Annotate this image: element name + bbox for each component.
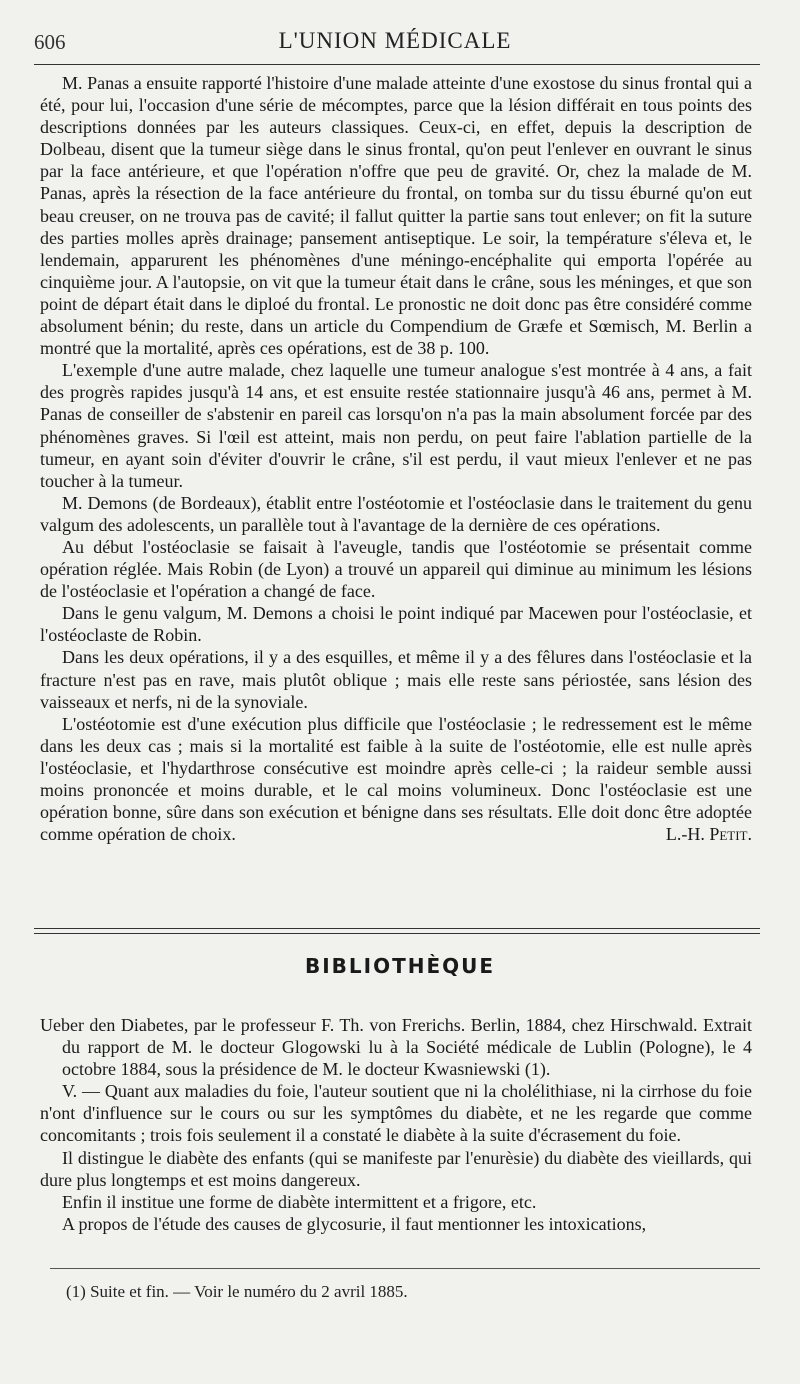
bibliotheque-body (40, 1014, 752, 1235)
footnote-rule (50, 1268, 760, 1269)
review-paragraph: Il distingue le diabète des enfants (qui se manifeste par l'enurèsie) du diabète des vieillards, qui dure plus longtemps et est moins dangereux. (40, 1147, 752, 1190)
article-paragraph: L'exemple d'une autre malade, chez laquelle une tumeur analogue s'est montrée à 4 ans, a fait des progrès rapides jusqu'à 14 ans, et est ensuite restée stationnaire jusqu'à 46 ans, permet à M. Panas de conseiller de s'abstenir en pareil cas lorsqu'on n'a pas la main absolument forcée par des phénomènes graves. Si l'œil est atteint, mais non perdu, on peut faire l'ablation partielle de la tumeur, en ayant soin d'éviter d'ouvrir le crâne, s'il est perdu, il vaut mieux l'enlever et ne pas toucher à la tumeur. (40, 360, 752, 491)
review-paragraph: V. — Quant aux maladies du foie, l'auteur soutient que ni la cholélithiase, ni la cirrhose du foie n'ont d'influence sur le cours ou sur les symptômes du diabète, et ne les regarde que comme concomitants ; trois fois seulement il a constaté le diabète à la suite d'écrasement du foie. (40, 1081, 752, 1146)
review-paragraph: Enfin il institue une forme de diabète intermittent et a frigore, etc. (62, 1191, 537, 1212)
article-body (40, 72, 752, 845)
section-title: BIBLIOTHÈQUE (304, 954, 496, 978)
section-double-rule-top (34, 928, 760, 929)
article-paragraph: M. Panas a ensuite rapporté l'histoire d'une malade atteinte d'une exostose du sinus frontal qui a été, pour lui, l'occasion d'une série de mécomptes, parce que la lésion différait en tous points des descriptions données par les auteurs classiques. Ceux-ci, en effet, depuis la description de Dolbeau, disent que la tumeur siège dans le sinus frontal, qu'on peut l'enlever en ouvrant le sinus par la face antérieure, et que l'opération n'offre que peu de gravité. Or, chez la malade de M. Panas, après la résection de la face antérieure du frontal, on tomba sur du tissu éburné qu'on eut beau creuser, on ne trouva pas de cavité; il fallut quitter la partie sans tout enlever; on fit la suture des parties molles après drainage; pansement antiseptique. Le soir, la température s'éleva et, le lendemain, apparurent les phénomènes d'une méningo-encéphalite qui emporta l'opérée au cinquième jour. A l'autopsie, on vit que la tumeur était dans le crâne, sous les méninges, et que son point de départ était dans le diploé du frontal. Le pronostic ne doit donc pas être considéré comme absolument bénin; du reste, dans un article du Compendium de Græfe et Sœmisch, M. Berlin a montré que la mortalité, après ces opérations, est de 38 p. 100. (40, 73, 752, 359)
article-paragraph: Dans le genu valgum, M. Demons a choisi le point indiqué par Macewen pour l'ostéoclasie, et l'ostéoclaste de Robin. (40, 603, 752, 646)
author-signature: L.-H. Petit. (665, 824, 752, 845)
article-paragraph-last (40, 713, 752, 846)
section-double-rule-bottom (34, 933, 760, 934)
article-paragraph-text: L'ostéotomie est d'une exécution plus difficile que l'ostéoclasie ; le redressement est le même dans les deux cas ; mais si la mortalité est faible à la suite de l'ostéotomie, elle est nulle après l'ostéoclasie, et l'hydarthrose consécutive est moindre après celle-ci ; la raideur semble aussi moins prononcée et moins durable, et le cal moins volumineux. Donc l'ostéoclasie est une opération bonne, sûre dans son exécution et bénigne dans ses résultats. Elle doit donc être adoptée comme opération de choix. (40, 713, 752, 845)
running-title: L'UNION MÉDICALE (278, 28, 512, 53)
article-paragraph: Au début l'ostéoclasie se faisait à l'aveugle, tandis que l'ostéotomie se présentait comme opération réglée. Mais Robin (de Lyon) a trouvé un appareil qui diminue au minimum les lésions de l'ostéoclasie et l'opération a changé de face. (40, 536, 752, 602)
review-paragraph: A propos de l'étude des causes de glycosurie, il faut mentionner les intoxications, (62, 1213, 647, 1234)
footnote: (1) Suite et fin. — Voir le numéro du 2 avril 1885. (66, 1282, 408, 1301)
article-paragraph: M. Demons (de Bordeaux), établit entre l'ostéotomie et l'ostéoclasie dans le traitement du genu valgum des adolescents, un parallèle tout à l'avantage de la dernière de ces opérations. (40, 492, 752, 535)
book-entry: Ueber den Diabetes, par le professeur F. Th. von Frerichs. Berlin, 1884, chez Hirschwald. Extrait du rapport de M. le docteur Glogowski lu à la Société médicale de Lublin (Pologne), le 4 octobre 1884, sous la présidence de M. le docteur Kwasniewski (1). (40, 1015, 752, 1080)
page-number: 606 (34, 30, 66, 54)
header-rule (34, 64, 760, 65)
page-header (34, 26, 756, 56)
article-paragraph: Dans les deux opérations, il y a des esquilles, et même il y a des fêlures dans l'ostéoclasie et la fracture n'est pas en rave, mais plutôt oblique ; mais elle reste sans périostée, sans lésion des vaisseaux et nerfs, ni de la synoviale. (40, 647, 752, 712)
